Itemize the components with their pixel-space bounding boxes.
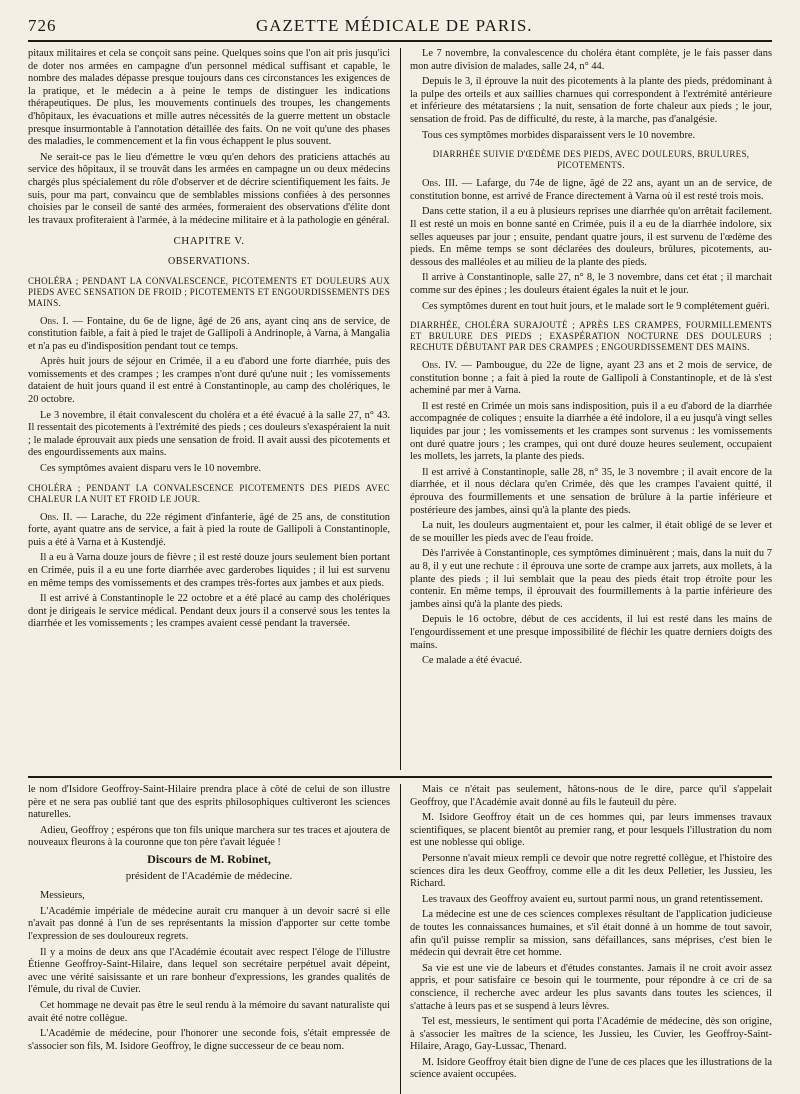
observation-label: Obs. I. [40,315,69,327]
paragraph: L'Académie impériale de médecine aurait cru manquer à un devoir sacré si elle n'avait pas donné à l'un de ses représentants la mission d'apporter sur cette tombe l'expression de ses douloureux regrets. [28,905,390,942]
paragraph: Depuis le 16 octobre, début de ces accidents, il lui est resté dans les mains de l'engourdissement et une presque impossibilité de fléchir les quatre derniers doigts des mains. [410,614,772,651]
salutation: Messieurs, [40,890,85,902]
paragraph: Il arrive à Constantinople, salle 27, n° 8, le 3 novembre, dans cet état ; il marchait comme sur des épines ; les douleurs étaient égales la nuit et le jour. [410,272,772,296]
page-header [28,16,772,42]
paragraph: Sa vie est une vie de labeurs et d'études constantes. Jamais il ne croit avoir assez appris, et pour satisfaire ce besoin qui le tourmente, pour répondre à ce cri de sa conscience, il recherche avec ardeur les plus savants dans toutes les sciences, il s'attache à leurs pas et se suspend à leurs lèvres. [410,962,772,1012]
paragraph: Ne serait-ce pas le lieu d'émettre le vœu qu'en dehors des praticiens attachés au service des hôpitaux, il se trouvât dans les armées en campagne un ou deux médecins chargés plus spécialement du rôle d'observer et de décrire scientifiquement les faits. Je suis, pour ma part, convaincu que de semblables missions confiées à des personnes choisies par le conseil de santé des armées, formeraient des observations d'élite dont les travaux profiteraient à l'armée, à la médecine militaire et à la pathologie en général. [28,151,390,226]
article-top [28,48,772,770]
observation-heading: CHOLÉRA ; PENDANT LA CONVALESCENCE PICOTEMENTS DES PIEDS AVEC CHALEUR LA NUIT ET FROID LE JOUR. [28,482,390,504]
column-divider [400,48,401,770]
observation-text: — Fontaine, du 6e de ligne, âgé de 26 ans, ayant cinq ans de service, de constitution faible, a fait à pied le trajet de Gallipoli à Andrinople, à Varna, à Mangalia et n'a pas eu d'indisposition pendant tout ce temps. [28,315,391,352]
observation-paragraph [28,316,390,354]
column-left [28,48,390,770]
paragraph: Ces symptômes avaient disparu vers le 10 novembre. [40,463,262,475]
paragraph: Les travaux des Geoffroy avaient eu, surtout parmi nous, un grand retentissement. [422,893,763,905]
paragraph: Dès l'arrivée à Constantinople, ces symptômes diminuèrent ; mais, dans la nuit du 7 au 8, il y eut une rechute : il éprouva une sorte de crampe aux jarrets, aux mollets, à la plante des pieds ; il lui semblait que la peau des pieds était trop étroite pour les contenir. En même temps, il éprouvait des fourmillements à la partie inférieure des jambes ainsi qu'à la plante des pieds. [410,548,772,610]
observation-paragraph [28,512,390,550]
paragraph: le nom d'Isidore Geoffroy-Saint-Hilaire prendra place à côté de celui de son illustre père et ne sera pas oublié tant que des esprits philosophiques cultiveront les sciences naturelles. [28,784,390,821]
paragraph: Mais ce n'était pas seulement, hâtons-nous de le dire, parce qu'il s'appelait Geoffroy, que l'Académie avait donné au fils le fauteuil du père. [410,784,772,808]
observation-text: — Lafarge, du 74e de ligne, âgé de 22 ans, ayant un an de service, de constitution bonne, est arrivé de France directement à Varna où il est resté trois mois. [410,178,772,202]
journal-title: GAZETTE MÉDICALE DE PARIS. [255,16,533,35]
paragraph: Il est resté en Crimée un mois sans indisposition, puis il a eu d'abord de la diarrhée accompagnée de coliques ; ensuite la diarrhée a été indolore, il a eu jusqu'à vingt selles liquides par jour ; les vomissements et les crampes sont survenus : les vomissements ont duré quatre jours ; les crampes, qui ont duré douze heures seulement, occupaient les mollets, les jarrets, la plante des pieds. [410,400,772,463]
paragraph: L'Académie de médecine, pour l'honorer une seconde fois, s'était empressée de s'associer son fils, M. Isidore Geoffroy, le digne successeur de ce beau nom. [28,1028,390,1052]
column-right [410,48,772,770]
speech-subheading: président de l'Académie de médecine. [125,869,293,882]
paragraph: Personne n'avait mieux rempli ce devoir que notre regretté collègue, et l'histoire des sciences dira les deux Geoffroy, comme elle a dit les deux Pelletier, les Jussieu, les Richard. [410,852,772,890]
paragraph: La médecine est une de ces sciences complexes résultant de l'application judicieuse de toutes les connaissances humaines, et s'il était donné à un homme de tout savoir, afin qu'il puisse remplir sa mission, sans défaillances, sans méprises, c'est bien le médecin qui devrait être cet homme. [410,909,772,959]
speech-heading: Discours de M. Robinet, [147,851,271,866]
paragraph: Tel est, messieurs, le sentiment qui porta l'Académie de médecine, dès son origine, à s'associer les maîtres de la science, les Jussieu, les Cuvier, les Geoffroy-Saint-Hilaire, Arago, Gay-Lussac, Thenard. [410,1016,772,1053]
observation-label: Obs. III. [422,178,458,190]
paragraph: Le 3 novembre, il était convalescent du choléra et a été évacué à la salle 27, n° 43. Il ressentait des picotements à l'extrémité des pieds ; ces douleurs s'exaspéraient la nuit ; le malade éprouvait aux pieds une sensation de froid. Il avait aussi des picotements et des engourdissements aux mains. [28,409,390,459]
paragraph: Il est arrivé à Constantinople, salle 28, n° 35, le 3 novembre ; il avait encore de la diarrhée, et il nous déclara qu'en Crimée, dès que les crampes l'avaient quitté, il éprouva des fourmillements et une sensation de brûlure à la partie inférieure et postérieure des jambes, ainsi qu'à la plante des pieds. [410,466,772,516]
observation-heading: DIARRHÉE, CHOLÉRA SURAJOUTÉ ; APRÈS LES CRAMPES, FOURMILLEMENTS ET BRULURE DES PIEDS ; EXASPÉRATION NOCTURNE DES DOULEURS ; RECHUTE DÉBUTANT PAR DES CRAMPES ; ENGOURDISSEMENT DES MAINS. [410,320,772,353]
column-divider [400,784,401,1094]
observation-label: Obs. II. [40,511,73,523]
paragraph: Tous ces symptômes morbides disparaissent vers le 10 novembre. [422,129,696,141]
observation-text: — Larache, du 22e régiment d'infanterie, âgé de 25 ans, de constitution forte, ayant quatre ans de service, a fait à pied la route de Gallipoli à Constantinople, puis a été à Varna et à Kustendjé. [28,511,390,548]
paragraph: Ces symptômes durent en tout huit jours, et le malade sort le 9 complétement guéri. [422,300,770,312]
section-divider [28,776,772,778]
paragraph: Dans cette station, il a eu à plusieurs reprises une diarrhée qu'on arrêtait facilement. Il est resté un mois en bonne santé en Crimée, puis il a eu de la diarrhée indolore, six selles aqueuses par jour ; ensuite, pendant quatre jours, il est survenu de l'œdème des pieds. En même temps se sont déclarées des douleurs, brûlures, picotements, au-dessous des malléoles et au milieu de la plante des pieds. [410,206,772,268]
observation-label: Obs. IV. [422,360,458,372]
observation-heading: CHOLÉRA ; PENDANT LA CONVALESCENCE, PICOTEMENTS ET DOULEURS AUX PIEDS AVEC SENSATION DE FROID ; PICOTEMENTS ET ENGOURDISSEMENTS DES MAINS. [28,275,390,308]
observation-paragraph [410,360,772,398]
paragraph: La nuit, les douleurs augmentaient et, pour les calmer, il était obligé de se lever et de se mouiller les pieds avec de l'eau froide. [410,520,772,544]
paragraph: Il a eu à Varna douze jours de fièvre ; il est resté douze jours seulement bien portant en Crimée, puis il a eu une forte diarrhée avec garderobes liquides ; il lui est survenu en même temps des vomissements et des crampes très-fortes aux jambes et aux pieds. [28,552,390,589]
paragraph: M. Isidore Geoffroy était bien digne de l'une de ces places que les illustrations de la science avaient occupées. [410,1056,772,1081]
paragraph: Cet hommage ne devait pas être le seul rendu à la mémoire du savant naturaliste qui avait été notre collègue. [28,999,390,1024]
chapter-title: CHAPITRE V. [173,235,245,248]
article-bottom [28,784,772,1094]
paragraph: Ce malade a été évacué. [422,655,523,667]
paragraph: Il y a moins de deux ans que l'Académie écoutait avec respect l'éloge de l'illustre Étienne Geoffroy-Saint-Hilaire, dans lequel son secrétaire perpétuel avait dépeint, avec une vérité saisissante et un rare bonheur d'expressions, les grandes qualités de l'émule, du rival de Cuvier. [28,946,390,996]
paragraph: Après huit jours de séjour en Crimée, il a eu d'abord une forte diarrhée, puis des vomissements et des crampes ; les crampes n'ont duré qu'une nuit ; les vomissements dataient de huit jours quand il est entré à Constantinople, au camp des cholériques, le 20 octobre. [28,356,390,406]
section-title: OBSERVATIONS. [168,255,250,267]
observation-heading: DIARRHÉE SUIVIE D'ŒDÈME DES PIEDS, AVEC DOULEURS, BRULURES, PICOTEMENTS. [432,149,750,171]
observation-text: — Pambougue, du 22e de ligne, ayant 23 ans et 2 mois de service, de constitution bonne ; a fait à pied la route de Gallipoli à Constantinople, et de là s'est acheminé par mer à Varna. [410,360,772,397]
paragraph: pitaux militaires et cela se conçoit sans peine. Quelques soins que l'on ait pris jusqu'ici de doter nos armées en campagne d'un personnel médical suffisant et capable, le nombre des malades dépasse presque toujours dans ces circonstances les exigences de la pratique, et le médecin a à peine le temps de distinguer les indications thérapeutiques. De plus, les mouvements continuels des troupes, les changements d'hôpitaux, les évacuations et mille autres nécessités de la guerre mettent un obstacle presque insurmontable à l'annotation détaillée des faits. On ne voit qu'une des phases des maladies, le commencement et la fin vous échappent le plus souvent. [28,48,390,148]
paragraph: Adieu, Geoffroy ; espérons que ton fils unique marchera sur tes traces et ajoutera de nouveaux fleurons à la couronne que ton père t'avait léguée ! [28,824,390,849]
paragraph: Le 7 novembre, la convalescence du choléra étant complète, je le fais passer dans mon autre division de malades, salle 24, n° 44. [410,48,772,72]
paragraph: Depuis le 3, il éprouve la nuit des picotements à la plante des pieds, prédominant à la pulpe des orteils et aux saillies charnues qui correspondent à l'extrémité antérieure et inférieure des métatarsiens ; la nuit, sensation de forte chaleur aux pieds ; le jour, sensation de froid. Pas de difficulté, du reste, à la marche, pas d'analgésie. [410,76,772,125]
paragraph: Il est arrivé à Constantinople le 22 octobre et a été placé au camp des cholériques dont je dirigeais le service médical. Pendant deux jours il a conservé sous les tentes la diarrhée et les vomissements ; les crampes avaient cessé pendant la traversée. [28,593,390,630]
observation-paragraph [410,178,772,203]
column-left-bottom [28,784,390,1094]
paragraph: M. Isidore Geoffroy était un de ces hommes qui, par leurs immenses travaux scientifiques, se placent bientôt au premier rang, et pour lesquels l'illustration du nom est une noblesse qui oblige. [410,812,772,849]
column-right-bottom [410,784,772,1094]
page-number: 726 [28,16,57,35]
